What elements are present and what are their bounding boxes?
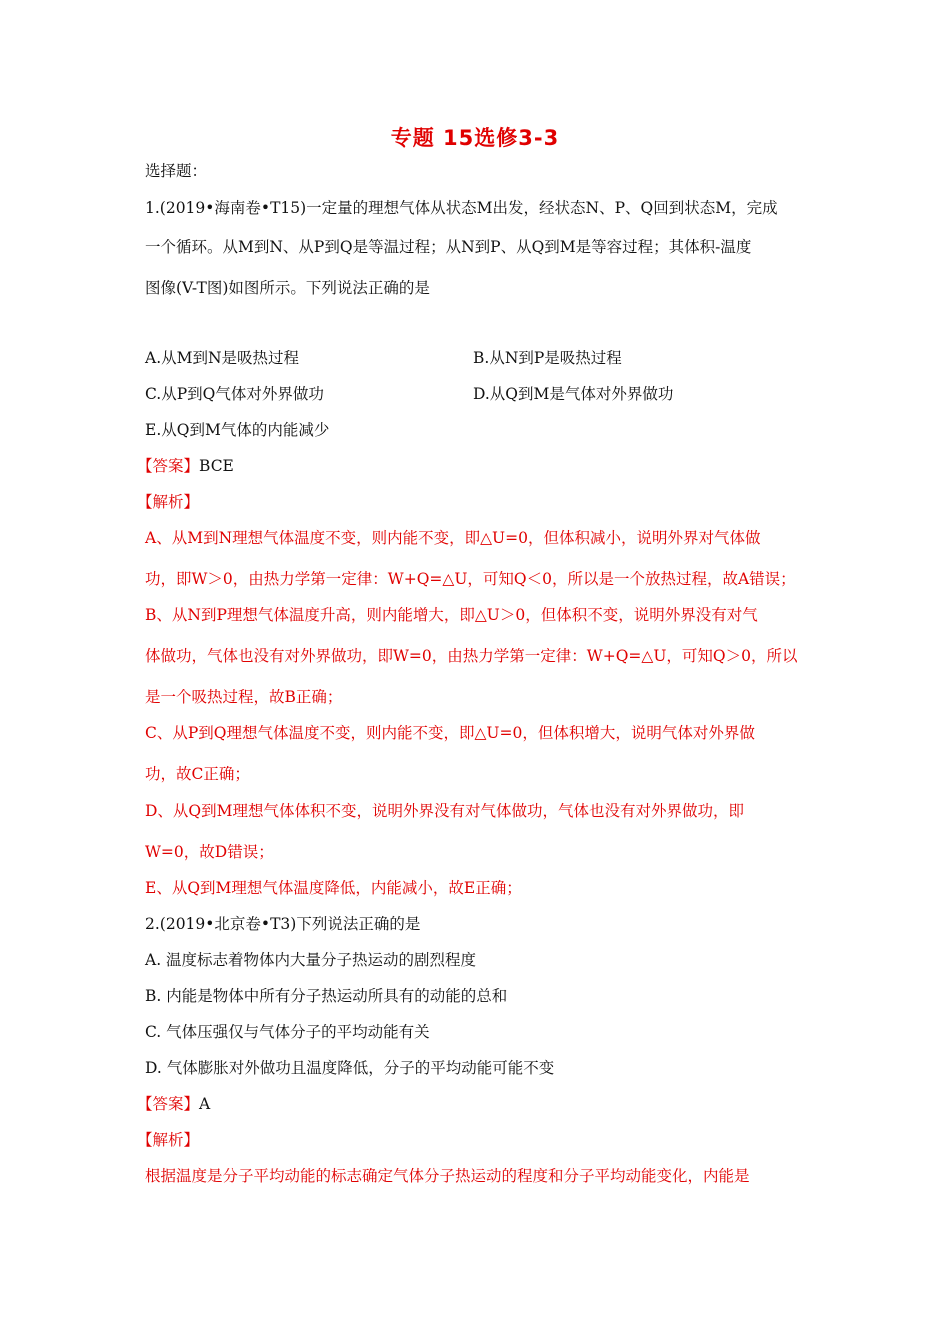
q1-stem-line-2: 一个循环。从M到N、从P到Q是等温过程；从N到P、从Q到M是等容过程；其体积-温度 xyxy=(145,238,752,256)
answer-label: 【答案】 xyxy=(137,1095,200,1113)
q1-option-c: C.从P到Q气体对外界做功 xyxy=(145,385,324,403)
q1-analysis-line-8: D、从Q到M理想气体体积不变，说明外界没有对气体做功，气体也没有对外界做功，即 xyxy=(145,802,745,820)
q1-analysis-line-10: E、从Q到M理想气体温度降低，内能减小，故E正确； xyxy=(145,879,522,897)
q1-answer xyxy=(137,455,234,477)
answer-value: BCE xyxy=(199,457,234,475)
page-title: 专题 15选修3-3 xyxy=(390,126,560,150)
q1-analysis-line-9: W=0，故D错误； xyxy=(145,843,274,861)
q2-analysis-line-1: 根据温度是分子平均动能的标志确定气体分子热运动的程度和分子平均动能变化，内能是 xyxy=(145,1167,750,1185)
q1-analysis-line-5: 是一个吸热过程，故B正确； xyxy=(145,688,343,706)
q1-stem-line-1: 1.(2019•海南卷•T15)一定量的理想气体从状态M出发，经状态N、P、Q回到状态M，完成 xyxy=(145,199,778,217)
q1-analysis-line-4: 体做功，气体也没有对外界做功，即W=0，由热力学第一定律：W+Q=△U，可知Q＞0，所以 xyxy=(145,647,798,665)
q1-stem-line-3: 图像(V-T图)如图所示。下列说法正确的是 xyxy=(145,279,430,297)
q1-analysis-line-2: 功，即W＞0，由热力学第一定律：W+Q=△U，可知Q＜0，所以是一个放热过程，故A错误； xyxy=(145,570,796,588)
q1-analysis-line-1: A、从M到N理想气体温度不变，则内能不变，即△U=0，但体积减小，说明外界对气体做 xyxy=(145,529,761,547)
q1-analysis-line-7: 功，故C正确； xyxy=(145,765,250,783)
q1-analysis-line-6: C、从P到Q理想气体温度不变，则内能不变，即△U=0，但体积增大，说明气体对外界做 xyxy=(145,724,755,742)
q1-analysis-label: 【解析】 xyxy=(137,493,200,511)
q1-option-b: B.从N到P是吸热过程 xyxy=(473,349,622,367)
q2-option-c: C. 气体压强仅与气体分子的平均动能有关 xyxy=(145,1023,430,1041)
q1-option-e: E.从Q到M气体的内能减少 xyxy=(145,421,330,439)
q2-option-b: B. 内能是物体中所有分子热运动所具有的动能的总和 xyxy=(145,987,508,1005)
q1-option-a: A.从M到N是吸热过程 xyxy=(145,349,300,367)
q1-option-d: D.从Q到M是气体对外界做功 xyxy=(473,385,674,403)
section-label: 选择题： xyxy=(145,162,208,180)
answer-value: A xyxy=(199,1095,211,1113)
answer-label: 【答案】 xyxy=(137,457,200,475)
q2-analysis-label: 【解析】 xyxy=(137,1131,200,1149)
q1-analysis-line-3: B、从N到P理想气体温度升高，则内能增大，即△U＞0，但体积不变，说明外界没有对气 xyxy=(145,606,758,624)
q2-answer xyxy=(137,1093,210,1115)
q2-stem: 2.(2019•北京卷•T3)下列说法正确的是 xyxy=(145,915,421,933)
q2-option-a: A. 温度标志着物体内大量分子热运动的剧烈程度 xyxy=(145,951,477,969)
q2-option-d: D. 气体膨胀对外做功且温度降低，分子的平均动能可能不变 xyxy=(145,1059,555,1077)
